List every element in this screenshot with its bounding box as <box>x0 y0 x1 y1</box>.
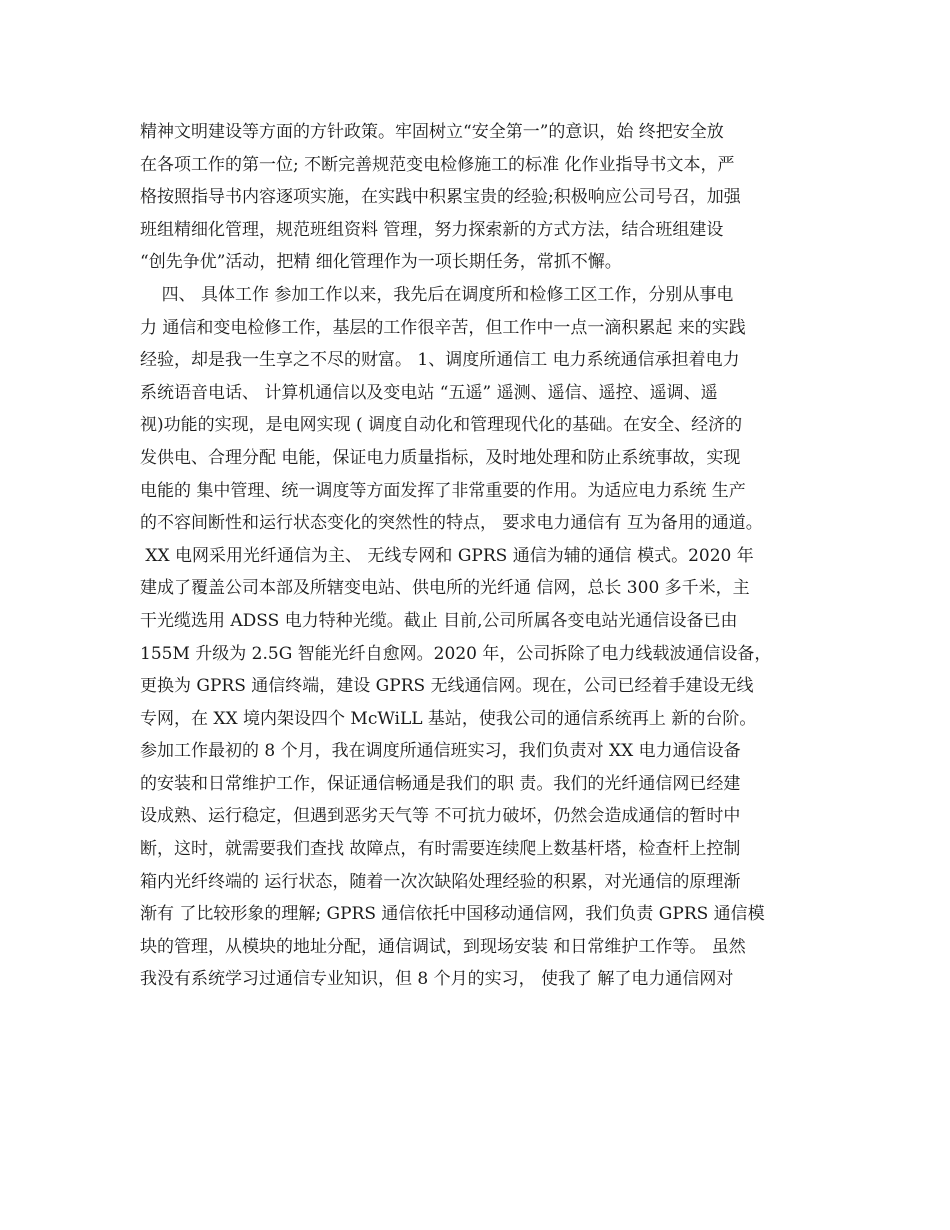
text-line: 建成了覆盖公司本部及所辖变电站、供电所的光纤通 信网，总长 300 多千米，主 <box>140 578 750 599</box>
text-line: 断，这时，就需要我们查找 故障点，有时需要连续爬上数基杆塔，检查杆上控制 <box>140 839 741 860</box>
text-line: 四、 具体工作 参加工作以来，我先后在调度所和检修工区工作，分别从事电 <box>140 284 734 305</box>
body-text <box>140 116 830 996</box>
text-line: 经验，却是我一生享之不尽的财富。 1、调度所通信工 电力系统通信承担着电力 <box>140 350 740 371</box>
text-line: XX 电网采用光纤通信为主、 无线专网和 GPRS 通信为辅的通信 模式。2020 年 <box>140 545 754 566</box>
text-line: 干光缆选用 ADSS 电力特种光缆。截止 目前,公司所属各变电站光通信设备已由 <box>140 610 738 631</box>
text-line: 精神文明建设等方面的方针政策。牢固树立“安全第一”的意识，始 终把安全放 <box>140 122 724 142</box>
text-line: 我没有系统学习过通信专业知识，但 8 个月的实习， 使我了 解了电力通信网对 <box>140 969 734 990</box>
text-line: 块的管理，从模块的地址分配，通信调试，到现场安装 和日常维护工作等。 虽然 <box>140 936 746 957</box>
text-line: 参加工作最初的 8 个月，我在调度所通信班实习，我们负责对 XX 电力通信设备 <box>140 741 741 762</box>
text-line: “创先争优”活动，把精 细化管理作为一项长期任务，常抓不懈。 <box>140 252 622 273</box>
text-line: 155M 升级为 2.5G 智能光纤自愈网。2020 年，公司拆除了电力线载波通信设备， <box>140 643 772 664</box>
text-line: 箱内光纤终端的 运行状态，随着一次次缺陷处理经验的积累，对光通信的原理渐 <box>140 871 741 892</box>
text-line: 更换为 GPRS 通信终端，建设 GPRS 无线通信网。现在，公司已经着手建设无线 <box>140 676 754 697</box>
text-line: 的安装和日常维护工作，保证通信畅通是我们的职 责。我们的光纤通信网已经建 <box>140 773 741 794</box>
text-line: 发供电、合理分配 电能，保证电力质量指标，及时地处理和防止系统事故，实现 <box>140 447 741 468</box>
text-line: 系统语音电话、 计算机通信以及变电站 “五遥” 遥测、遥信、遥控、遥调、遥 <box>140 382 718 403</box>
text-line: 电能的 集中管理、统一调度等方面发挥了非常重要的作用。为适应电力系统 生产 <box>140 480 746 501</box>
text-line: 的不容间断性和运行状态变化的突然性的特点， 要求电力通信有 互为备用的通道。 <box>140 513 763 534</box>
text-line: 专网，在 XX 境内架设四个 McWiLL 基站，使我公司的通信系统再上 新的台阶。 <box>140 708 757 729</box>
text-line: 设成熟、运行稳定，但遇到恶劣天气等 不可抗力破坏，仍然会造成通信的暂时中 <box>140 806 741 827</box>
text-line: 渐有 了比较形象的理解; GPRS 通信依托中国移动通信网，我们负责 GPRS 通信模 <box>140 904 765 925</box>
text-line: 在各项工作的第一位; 不断完善规范变电检修施工的标准 化作业指导书文本，严 <box>140 154 735 175</box>
text-line: 格按照指导书内容逐项实施，在实践中积累宝贵的经验;积极响应公司号召，加强 <box>140 187 741 208</box>
text-line: 力 通信和变电检修工作，基层的工作很辛苦，但工作中一点一滴积累起 来的实践 <box>140 317 746 338</box>
text-line: 班组精细化管理，规范班组资料 管理，努力探索新的方式方法，结合班组建设 <box>140 219 724 240</box>
text-line: 视)功能的实现，是电网实现 ( 调度自动化和管理现代化的基础。在安全、经济的 <box>140 415 743 436</box>
